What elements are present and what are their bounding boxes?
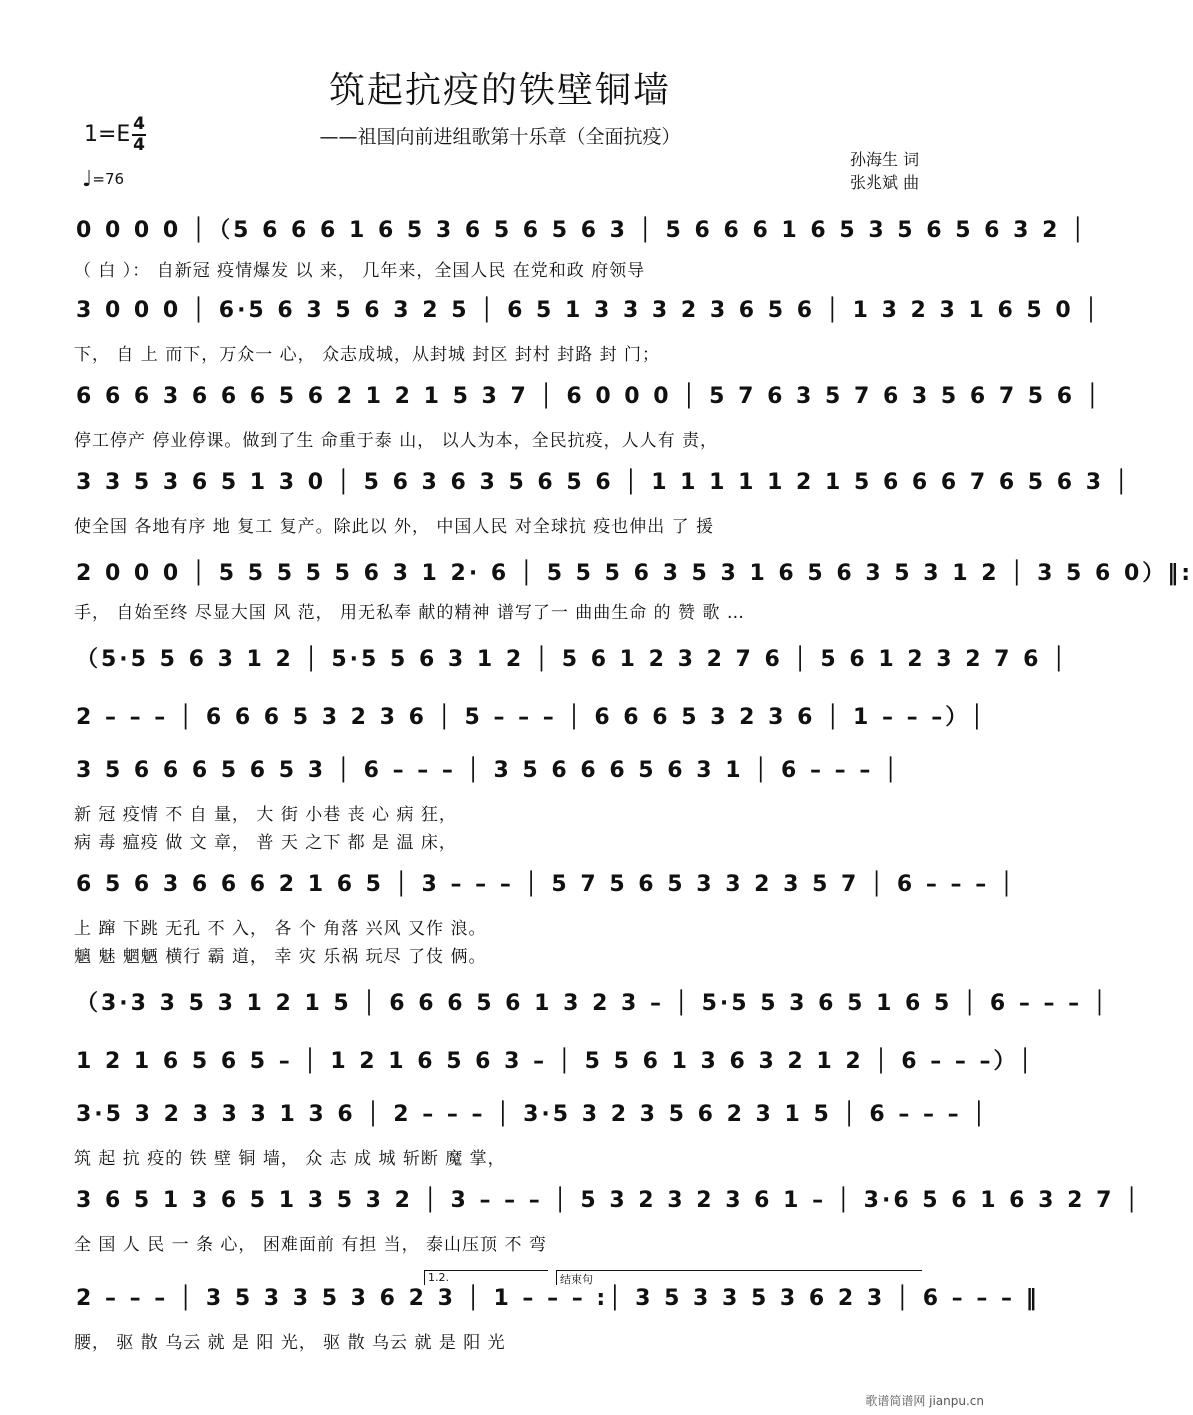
lyric-line: （ 白 ）： 自新冠 疫情爆发 以 来， 几年来，全国人民 在党和政 府领导 <box>74 261 646 281</box>
notation-line: 0 0 0 0 │（5 6 6 6 1 6 5 3 6 5 6 5 6 3 │ 5 6 6 6 1 6 5 3 5 6 5 6 3 2 │ <box>76 218 1088 243</box>
notation-line: 6 6 6 3 6 6 6 5 6 2 1 2 1 5 3 7 │ 6 0 0 0 │ 5 7 6 3 5 7 6 3 5 6 7 5 6 │ <box>76 384 1102 409</box>
notation-line: 2 0 0 0 │ 5 5 5 5 5 6 3 1 2· 6 │ 5 5 5 6 3 5 3 1 6 5 6 3 5 3 1 2 │ 3 5 6 0）‖: <box>76 561 1193 586</box>
key-signature: 1=E <box>84 122 131 147</box>
notation-line: 6 5 6 3 6 6 6 2 1 6 5 │ 3 – – – │ 5 7 5 6 5 3 3 2 3 5 7 │ 6 – – – │ <box>76 872 1017 897</box>
time-signature <box>132 115 146 155</box>
time-signature-top: 4 <box>133 114 145 134</box>
notation-line: 3 3 5 3 6 5 1 3 0 │ 5 6 3 6 3 5 6 5 6 │ 1 1 1 1 1 2 1 5 6 6 6 7 6 5 6 3 │ <box>76 470 1131 495</box>
credits <box>850 148 919 194</box>
tempo-value: =76 <box>92 170 125 188</box>
notation-line: 2 – – – │ 3 5 3 3 5 3 6 2 3 │ 1 – – – :│ 3 5 3 3 5 3 6 2 3 │ 6 – – – ‖ <box>76 1286 1040 1311</box>
volta-first-ending: 1.2. <box>424 1270 548 1285</box>
notation-line: 3 5 6 6 6 5 6 5 3 │ 6 – – – │ 3 5 6 6 6 5 6 3 1 │ 6 – – – │ <box>76 758 901 783</box>
lyric-line: 全 国 人 民 一 条 心， 困难面前 有担 当， 泰山压顶 不 弯 <box>74 1235 547 1255</box>
tempo-marking <box>82 167 124 192</box>
song-subtitle: ——祖国向前进组歌第十乐章（全面抗疫） <box>319 126 681 148</box>
notation-line: 3 6 5 1 3 6 5 1 3 5 3 2 │ 3 – – – │ 5 3 2 3 2 3 6 1 – │ 3·6 5 6 1 6 3 2 7 │ <box>76 1188 1142 1213</box>
quarter-note-icon: ♩ <box>82 167 93 192</box>
lyric-line: 停工停产 停业停课。做到了生 命重于泰 山， 以人为本，全民抗疫，人人有 责， <box>74 431 719 451</box>
lyric-line-verse2: 病 毒 瘟疫 做 文 章， 普 天 之下 都 是 温 床， <box>74 833 457 853</box>
song-title: 筑起抗疫的铁壁铜墙 <box>328 70 671 111</box>
lyric-line: 腰， 驱 散 乌云 就 是 阳 光， 驱 散 乌云 就 是 阳 光 <box>74 1333 506 1353</box>
notation-line: 1 2 1 6 5 6 5 – │ 1 2 1 6 5 6 3 – │ 5 5 6 1 3 6 3 2 1 2 │ 6 – – –）│ <box>76 1049 1035 1074</box>
notation-line: 2 – – – │ 6 6 6 5 3 2 3 6 │ 5 – – – │ 6 6 6 5 3 2 3 6 │ 1 – – –）│ <box>76 705 987 730</box>
lyric-line: 新 冠 疫情 不 自 量， 大 街 小巷 丧 心 病 狂， <box>74 805 457 825</box>
lyricist: 孙海生 词 <box>850 150 920 169</box>
lyric-line-verse2: 魑 魅 魍魉 横行 霸 道， 幸 灾 乐祸 玩尽 了伎 俩。 <box>74 947 487 967</box>
composer: 张兆斌 曲 <box>850 173 920 192</box>
lyric-line: 手， 自始至终 尽显大国 风 范， 用无私奉 献的精神 谱写了一 曲曲生命 的 赞 歌 … <box>74 603 745 623</box>
notation-line: （5·5 5 6 3 1 2 │ 5·5 5 6 3 1 2 │ 5 6 1 2 3 2 7 6 │ 5 6 1 2 3 2 7 6 │ <box>76 647 1069 672</box>
lyric-line: 使全国 各地有序 地 复工 复产。除此以 外， 中国人民 对全球抗 疫也伸出 了 援 <box>74 517 715 537</box>
notation-line: 3·5 3 2 3 3 3 1 3 6 │ 2 – – – │ 3·5 3 2 3 5 6 2 3 1 5 │ 6 – – – │ <box>76 1102 989 1127</box>
site-watermark: 歌谱简谱网 jianpu.cn <box>865 1394 984 1408</box>
notation-line: 3 0 0 0 │ 6·5 6 3 5 6 3 2 5 │ 6 5 1 3 3 3 2 3 6 5 6 │ 1 3 2 3 1 6 5 0 │ <box>76 298 1101 323</box>
notation-line: （3·3 3 5 3 1 2 1 5 │ 6 6 6 5 6 1 3 2 3 – │ 5·5 5 3 6 5 1 6 5 │ 6 – – – │ <box>76 991 1110 1016</box>
volta-final-ending: 结束句 <box>556 1270 922 1285</box>
lyric-line: 下， 自 上 而下，万众一 心， 众志成城，从封城 封区 封村 封路 封 门； <box>74 345 661 365</box>
time-signature-bottom: 4 <box>133 135 145 155</box>
lyric-line: 上 蹿 下跳 无孔 不 入， 各 个 角落 兴风 又作 浪。 <box>74 919 487 939</box>
lyric-line: 筑 起 抗 疫的 铁 壁 铜 墙， 众 志 成 城 斩断 魔 掌， <box>74 1149 506 1169</box>
